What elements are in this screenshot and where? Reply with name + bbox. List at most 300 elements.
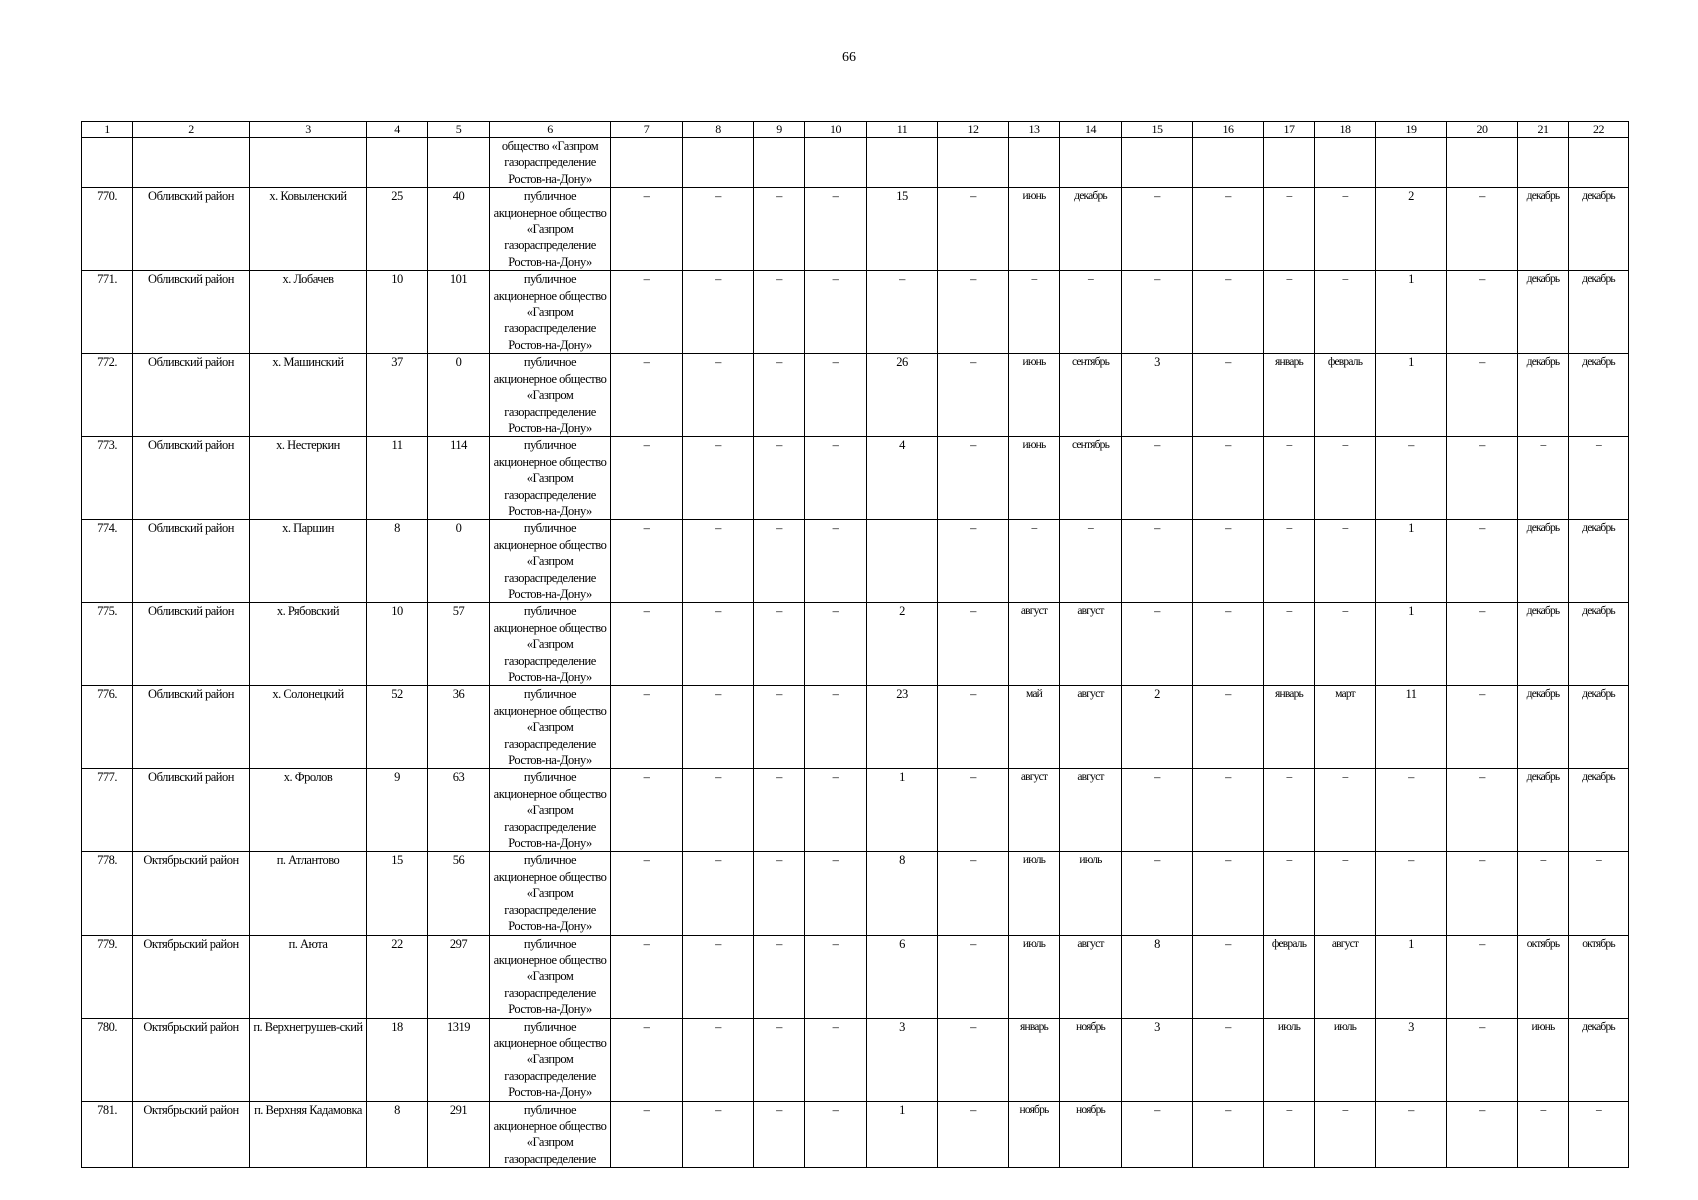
cell-col-16: – — [1193, 188, 1264, 271]
cell-col-2: Обливский район — [133, 520, 250, 603]
cell-col-8: – — [683, 769, 754, 852]
cell-col-7: – — [611, 769, 683, 852]
continuation-cell-19 — [1376, 138, 1447, 188]
cell-col-18: март — [1315, 686, 1376, 769]
cell-col-2: Обливский район — [133, 603, 250, 686]
cell-col-1: 777. — [82, 769, 133, 852]
cell-col-18: – — [1315, 437, 1376, 520]
cell-col-3: п. Аюта — [250, 935, 367, 1018]
cell-col-15: – — [1122, 852, 1193, 935]
cell-col-13: август — [1009, 603, 1060, 686]
cell-col-14: сентябрь — [1060, 354, 1122, 437]
cell-col-9: – — [754, 1101, 805, 1168]
continuation-cell-5 — [428, 138, 490, 188]
cell-col-14: август — [1060, 935, 1122, 1018]
cell-col-21: декабрь — [1518, 603, 1569, 686]
cell-col-5: 40 — [428, 188, 490, 271]
cell-col-14: ноябрь — [1060, 1101, 1122, 1168]
column-number-7: 7 — [611, 122, 683, 138]
cell-col-3: х. Паршин — [250, 520, 367, 603]
cell-col-21: – — [1518, 437, 1569, 520]
cell-col-4: 11 — [367, 437, 428, 520]
cell-col-10: – — [805, 686, 867, 769]
cell-col-19: 3 — [1376, 1018, 1447, 1101]
cell-col-9: – — [754, 354, 805, 437]
column-number-11: 11 — [867, 122, 938, 138]
cell-col-2: Обливский район — [133, 686, 250, 769]
cell-col-11: 3 — [867, 1018, 938, 1101]
cell-col-8: – — [683, 437, 754, 520]
cell-col-17: – — [1264, 188, 1315, 271]
cell-col-8: – — [683, 1101, 754, 1168]
cell-col-20: – — [1447, 935, 1518, 1018]
cell-col-7: – — [611, 1101, 683, 1168]
cell-col-10: – — [805, 603, 867, 686]
cell-col-11: 2 — [867, 603, 938, 686]
cell-col-14: август — [1060, 769, 1122, 852]
cell-col-8: – — [683, 603, 754, 686]
cell-col-1: 780. — [82, 1018, 133, 1101]
cell-col-9: – — [754, 188, 805, 271]
cell-col-13: – — [1009, 271, 1060, 354]
cell-col-4: 37 — [367, 354, 428, 437]
cell-col-15: 3 — [1122, 354, 1193, 437]
column-number-16: 16 — [1193, 122, 1264, 138]
cell-col-22: декабрь — [1569, 603, 1629, 686]
continuation-cell-9 — [754, 138, 805, 188]
cell-col-3: п. Верхняя Кадамовка — [250, 1101, 367, 1168]
cell-col-1: 781. — [82, 1101, 133, 1168]
cell-col-17: – — [1264, 603, 1315, 686]
cell-col-5: 0 — [428, 520, 490, 603]
cell-col-11 — [867, 520, 938, 603]
cell-col-6: публичное акционерное общество «Газпром газораспределение Ростов-на-Дону» — [490, 603, 611, 686]
cell-col-15: – — [1122, 769, 1193, 852]
cell-col-21: – — [1518, 1101, 1569, 1168]
cell-col-21: декабрь — [1518, 686, 1569, 769]
cell-col-16: – — [1193, 271, 1264, 354]
cell-col-18: – — [1315, 188, 1376, 271]
cell-col-4: 10 — [367, 271, 428, 354]
cell-col-9: – — [754, 603, 805, 686]
cell-col-11: 26 — [867, 354, 938, 437]
cell-col-8: – — [683, 852, 754, 935]
table-row — [82, 354, 1629, 437]
cell-col-21: – — [1518, 852, 1569, 935]
cell-col-20: – — [1447, 603, 1518, 686]
cell-col-4: 15 — [367, 852, 428, 935]
column-number-14: 14 — [1060, 122, 1122, 138]
cell-col-13: июль — [1009, 852, 1060, 935]
cell-col-13: август — [1009, 769, 1060, 852]
cell-col-5: 297 — [428, 935, 490, 1018]
cell-col-5: 57 — [428, 603, 490, 686]
continuation-cell-11 — [867, 138, 938, 188]
cell-col-18: август — [1315, 935, 1376, 1018]
cell-col-22: декабрь — [1569, 769, 1629, 852]
cell-col-2: Октябрьский район — [133, 852, 250, 935]
cell-col-2: Обливский район — [133, 769, 250, 852]
cell-col-12: – — [938, 852, 1009, 935]
cell-col-21: декабрь — [1518, 354, 1569, 437]
cell-col-16: – — [1193, 769, 1264, 852]
continuation-cell-3 — [250, 138, 367, 188]
cell-col-17: – — [1264, 1101, 1315, 1168]
cell-col-13: январь — [1009, 1018, 1060, 1101]
cell-col-7: – — [611, 935, 683, 1018]
cell-col-19: 1 — [1376, 520, 1447, 603]
cell-col-19: – — [1376, 437, 1447, 520]
cell-col-8: – — [683, 271, 754, 354]
cell-col-8: – — [683, 188, 754, 271]
cell-col-7: – — [611, 852, 683, 935]
column-number-13: 13 — [1009, 122, 1060, 138]
cell-col-15: – — [1122, 437, 1193, 520]
cell-col-21: октябрь — [1518, 935, 1569, 1018]
cell-col-15: 8 — [1122, 935, 1193, 1018]
cell-col-16: – — [1193, 686, 1264, 769]
cell-col-18: февраль — [1315, 354, 1376, 437]
cell-col-13: июнь — [1009, 354, 1060, 437]
cell-col-19: 11 — [1376, 686, 1447, 769]
cell-col-2: Обливский район — [133, 354, 250, 437]
cell-col-16: – — [1193, 437, 1264, 520]
cell-col-9: – — [754, 271, 805, 354]
cell-col-4: 9 — [367, 769, 428, 852]
continuation-cell-20 — [1447, 138, 1518, 188]
column-number-2: 2 — [133, 122, 250, 138]
cell-col-10: – — [805, 1101, 867, 1168]
cell-col-19: 1 — [1376, 271, 1447, 354]
cell-col-15: – — [1122, 188, 1193, 271]
cell-col-22: октябрь — [1569, 935, 1629, 1018]
cell-col-19: 1 — [1376, 935, 1447, 1018]
continuation-cell-12 — [938, 138, 1009, 188]
cell-col-10: – — [805, 271, 867, 354]
cell-col-10: – — [805, 188, 867, 271]
continuation-cell-13 — [1009, 138, 1060, 188]
cell-col-12: – — [938, 1018, 1009, 1101]
cell-col-9: – — [754, 520, 805, 603]
column-number-1: 1 — [82, 122, 133, 138]
cell-col-6: публичное акционерное общество «Газпром газораспределение Ростов-на-Дону» — [490, 686, 611, 769]
cell-col-20: – — [1447, 852, 1518, 935]
cell-col-3: х. Нестеркин — [250, 437, 367, 520]
gasification-table — [81, 121, 1629, 1168]
cell-col-14: – — [1060, 520, 1122, 603]
cell-col-2: Обливский район — [133, 437, 250, 520]
cell-col-18: июль — [1315, 1018, 1376, 1101]
cell-col-10: – — [805, 354, 867, 437]
table-row — [82, 769, 1629, 852]
cell-col-1: 776. — [82, 686, 133, 769]
column-number-4: 4 — [367, 122, 428, 138]
cell-col-15: – — [1122, 1101, 1193, 1168]
continuation-cell-1 — [82, 138, 133, 188]
cell-col-12: – — [938, 1101, 1009, 1168]
cell-col-6: публичное акционерное общество «Газпром газораспределение Ростов-на-Дону» — [490, 437, 611, 520]
cell-col-21: декабрь — [1518, 769, 1569, 852]
cell-col-10: – — [805, 852, 867, 935]
cell-col-1: 778. — [82, 852, 133, 935]
cell-col-22: декабрь — [1569, 520, 1629, 603]
cell-col-22: декабрь — [1569, 188, 1629, 271]
cell-col-14: сентябрь — [1060, 437, 1122, 520]
cell-col-9: – — [754, 935, 805, 1018]
cell-col-21: июнь — [1518, 1018, 1569, 1101]
cell-col-17: февраль — [1264, 935, 1315, 1018]
column-number-21: 21 — [1518, 122, 1569, 138]
cell-col-18: – — [1315, 271, 1376, 354]
cell-col-4: 52 — [367, 686, 428, 769]
cell-col-5: 56 — [428, 852, 490, 935]
continuation-row — [82, 138, 1629, 188]
cell-col-19: 1 — [1376, 354, 1447, 437]
cell-col-17: июль — [1264, 1018, 1315, 1101]
cell-col-7: – — [611, 271, 683, 354]
cell-col-14: август — [1060, 603, 1122, 686]
cell-col-19: – — [1376, 769, 1447, 852]
cell-col-6: публичное акционерное общество «Газпром газораспределение Ростов-на-Дону» — [490, 769, 611, 852]
cell-col-2: Октябрьский район — [133, 935, 250, 1018]
continuation-cell-4 — [367, 138, 428, 188]
cell-col-8: – — [683, 1018, 754, 1101]
cell-col-20: – — [1447, 769, 1518, 852]
cell-col-11: 15 — [867, 188, 938, 271]
continuation-cell-17 — [1264, 138, 1315, 188]
cell-col-14: ноябрь — [1060, 1018, 1122, 1101]
cell-col-18: – — [1315, 852, 1376, 935]
cell-col-11: 8 — [867, 852, 938, 935]
cell-col-18: – — [1315, 769, 1376, 852]
cell-col-5: 1319 — [428, 1018, 490, 1101]
cell-col-17: январь — [1264, 686, 1315, 769]
cell-col-18: – — [1315, 1101, 1376, 1168]
continuation-cell-6: общество «Газпром газораспределение Ростов-на-Дону» — [490, 138, 611, 188]
cell-col-6: публичное акционерное общество «Газпром газораспределение Ростов-на-Дону» — [490, 188, 611, 271]
cell-col-7: – — [611, 188, 683, 271]
cell-col-21: декабрь — [1518, 271, 1569, 354]
cell-col-6: публичное акционерное общество «Газпром газораспределение Ростов-на-Дону» — [490, 852, 611, 935]
cell-col-3: х. Фролов — [250, 769, 367, 852]
cell-col-12: – — [938, 271, 1009, 354]
cell-col-9: – — [754, 1018, 805, 1101]
cell-col-11: 23 — [867, 686, 938, 769]
page-number: 66 — [842, 50, 856, 65]
cell-col-1: 774. — [82, 520, 133, 603]
cell-col-11: 6 — [867, 935, 938, 1018]
column-number-18: 18 — [1315, 122, 1376, 138]
cell-col-8: – — [683, 935, 754, 1018]
cell-col-7: – — [611, 354, 683, 437]
cell-col-12: – — [938, 769, 1009, 852]
column-number-22: 22 — [1569, 122, 1629, 138]
cell-col-12: – — [938, 603, 1009, 686]
cell-col-16: – — [1193, 1018, 1264, 1101]
continuation-cell-14 — [1060, 138, 1122, 188]
cell-col-9: – — [754, 769, 805, 852]
cell-col-6: публичное акционерное общество «Газпром газораспределение Ростов-на-Дону» — [490, 935, 611, 1018]
cell-col-17: – — [1264, 769, 1315, 852]
cell-col-3: х. Солонецкий — [250, 686, 367, 769]
cell-col-9: – — [754, 686, 805, 769]
continuation-cell-21 — [1518, 138, 1569, 188]
cell-col-20: – — [1447, 354, 1518, 437]
column-number-17: 17 — [1264, 122, 1315, 138]
cell-col-8: – — [683, 354, 754, 437]
cell-col-4: 18 — [367, 1018, 428, 1101]
cell-col-17: январь — [1264, 354, 1315, 437]
cell-col-15: 2 — [1122, 686, 1193, 769]
cell-col-20: – — [1447, 437, 1518, 520]
column-number-5: 5 — [428, 122, 490, 138]
cell-col-3: х. Машинский — [250, 354, 367, 437]
cell-col-4: 8 — [367, 1101, 428, 1168]
cell-col-12: – — [938, 354, 1009, 437]
cell-col-12: – — [938, 686, 1009, 769]
cell-col-4: 22 — [367, 935, 428, 1018]
cell-col-16: – — [1193, 354, 1264, 437]
cell-col-15: – — [1122, 271, 1193, 354]
continuation-cell-8 — [683, 138, 754, 188]
column-number-9: 9 — [754, 122, 805, 138]
cell-col-13: июль — [1009, 935, 1060, 1018]
cell-col-5: 101 — [428, 271, 490, 354]
column-number-15: 15 — [1122, 122, 1193, 138]
cell-col-14: август — [1060, 686, 1122, 769]
cell-col-6: публичное акционерное общество «Газпром газораспределение Ростов-на-Дону» — [490, 354, 611, 437]
cell-col-1: 775. — [82, 603, 133, 686]
cell-col-22: декабрь — [1569, 1018, 1629, 1101]
table-row — [82, 852, 1629, 935]
cell-col-14: июль — [1060, 852, 1122, 935]
table-row — [82, 520, 1629, 603]
cell-col-2: Октябрьский район — [133, 1101, 250, 1168]
cell-col-5: 114 — [428, 437, 490, 520]
cell-col-11: 1 — [867, 1101, 938, 1168]
column-number-row — [82, 122, 1629, 138]
cell-col-1: 773. — [82, 437, 133, 520]
cell-col-1: 772. — [82, 354, 133, 437]
cell-col-9: – — [754, 852, 805, 935]
continuation-cell-7 — [611, 138, 683, 188]
cell-col-22: – — [1569, 1101, 1629, 1168]
column-number-12: 12 — [938, 122, 1009, 138]
cell-col-3: п. Атлантово — [250, 852, 367, 935]
cell-col-3: х. Лобачев — [250, 271, 367, 354]
cell-col-17: – — [1264, 271, 1315, 354]
cell-col-1: 770. — [82, 188, 133, 271]
cell-col-9: – — [754, 437, 805, 520]
cell-col-15: – — [1122, 520, 1193, 603]
cell-col-22: – — [1569, 437, 1629, 520]
cell-col-7: – — [611, 437, 683, 520]
cell-col-10: – — [805, 437, 867, 520]
cell-col-18: – — [1315, 520, 1376, 603]
cell-col-13: июнь — [1009, 188, 1060, 271]
cell-col-7: – — [611, 686, 683, 769]
cell-col-22: декабрь — [1569, 271, 1629, 354]
cell-col-2: Обливский район — [133, 188, 250, 271]
cell-col-12: – — [938, 520, 1009, 603]
cell-col-5: 63 — [428, 769, 490, 852]
cell-col-3: х. Рябовский — [250, 603, 367, 686]
column-number-20: 20 — [1447, 122, 1518, 138]
cell-col-10: – — [805, 935, 867, 1018]
cell-col-17: – — [1264, 437, 1315, 520]
table-row — [82, 686, 1629, 769]
table-row — [82, 603, 1629, 686]
cell-col-19: – — [1376, 1101, 1447, 1168]
cell-col-6: публичное акционерное общество «Газпром газораспределение Ростов-на-Дону» — [490, 520, 611, 603]
cell-col-12: – — [938, 188, 1009, 271]
cell-col-2: Октябрьский район — [133, 1018, 250, 1101]
cell-col-5: 291 — [428, 1101, 490, 1168]
cell-col-16: – — [1193, 935, 1264, 1018]
cell-col-1: 779. — [82, 935, 133, 1018]
cell-col-5: 0 — [428, 354, 490, 437]
column-number-3: 3 — [250, 122, 367, 138]
cell-col-7: – — [611, 603, 683, 686]
continuation-cell-22 — [1569, 138, 1629, 188]
continuation-cell-18 — [1315, 138, 1376, 188]
cell-col-22: декабрь — [1569, 354, 1629, 437]
continuation-cell-15 — [1122, 138, 1193, 188]
cell-col-17: – — [1264, 852, 1315, 935]
cell-col-11: – — [867, 271, 938, 354]
continuation-cell-10 — [805, 138, 867, 188]
table-row — [82, 1101, 1629, 1168]
cell-col-10: – — [805, 1018, 867, 1101]
table-row — [82, 437, 1629, 520]
cell-col-13: июнь — [1009, 437, 1060, 520]
cell-col-4: 10 — [367, 603, 428, 686]
cell-col-6: публичное акционерное общество «Газпром газораспределение Ростов-на-Дону» — [490, 271, 611, 354]
cell-col-22: – — [1569, 852, 1629, 935]
cell-col-18: – — [1315, 603, 1376, 686]
cell-col-6: публичное акционерное общество «Газпром газораспределение — [490, 1101, 611, 1168]
cell-col-19: 2 — [1376, 188, 1447, 271]
cell-col-13: – — [1009, 520, 1060, 603]
cell-col-15: – — [1122, 603, 1193, 686]
cell-col-20: – — [1447, 188, 1518, 271]
cell-col-20: – — [1447, 686, 1518, 769]
cell-col-16: – — [1193, 1101, 1264, 1168]
cell-col-20: – — [1447, 271, 1518, 354]
cell-col-3: х. Ковыленский — [250, 188, 367, 271]
cell-col-4: 25 — [367, 188, 428, 271]
cell-col-4: 8 — [367, 520, 428, 603]
continuation-cell-16 — [1193, 138, 1264, 188]
cell-col-13: ноябрь — [1009, 1101, 1060, 1168]
cell-col-11: 1 — [867, 769, 938, 852]
table-row — [82, 935, 1629, 1018]
cell-col-22: декабрь — [1569, 686, 1629, 769]
cell-col-6: публичное акционерное общество «Газпром газораспределение Ростов-на-Дону» — [490, 1018, 611, 1101]
cell-col-14: – — [1060, 271, 1122, 354]
cell-col-7: – — [611, 520, 683, 603]
table-row — [82, 271, 1629, 354]
cell-col-12: – — [938, 437, 1009, 520]
table-row — [82, 188, 1629, 271]
cell-col-17: – — [1264, 520, 1315, 603]
cell-col-21: декабрь — [1518, 520, 1569, 603]
cell-col-7: – — [611, 1018, 683, 1101]
cell-col-8: – — [683, 686, 754, 769]
column-number-8: 8 — [683, 122, 754, 138]
cell-col-15: 3 — [1122, 1018, 1193, 1101]
column-number-10: 10 — [805, 122, 867, 138]
